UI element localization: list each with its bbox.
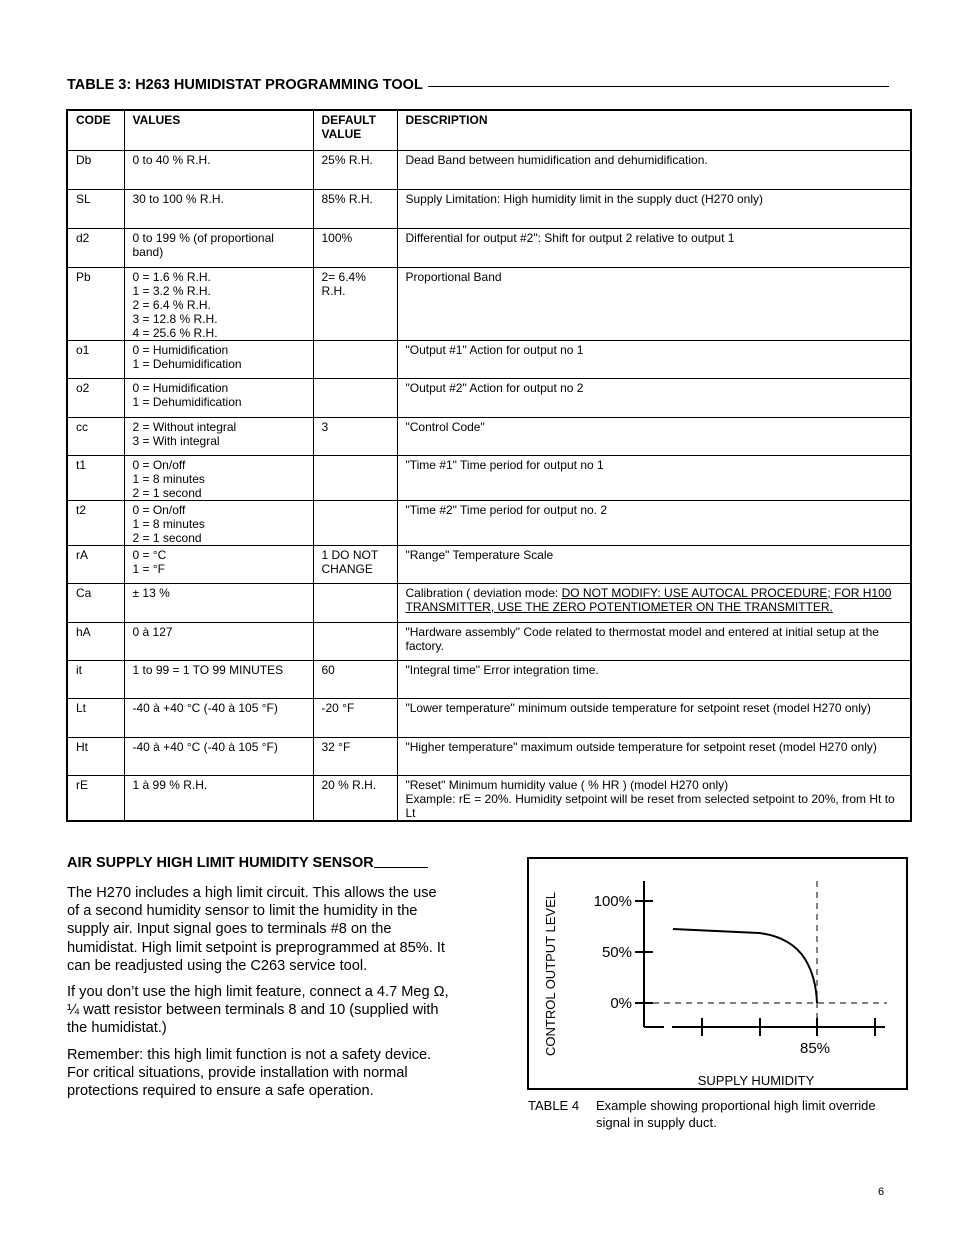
x-marker-label: 85% <box>799 1040 831 1057</box>
cell-default: -20 °F <box>313 698 397 737</box>
cell-default: 60 <box>313 660 397 698</box>
cell-default <box>313 378 397 417</box>
cell-default: 25% R.H. <box>313 150 397 189</box>
cell-description: "Control Code" <box>397 417 911 455</box>
sensor-paragraph: The H270 includes a high limit circuit. This allows the use of a second humidity sensor to limit the humidity in the supply air. Input signal goes to terminals #8 on the humidistat. High limit setpoint is preprogrammed at 85%. It can be readjusted using the C263 service tool. <box>67 885 445 974</box>
cell-default: 20 % R.H. <box>313 775 397 821</box>
table-row <box>67 228 911 267</box>
table-row <box>67 775 911 821</box>
caption-text: Example showing proportional high limit override signal in supply duct. <box>596 1098 876 1130</box>
cell-values: ± 13 % <box>124 583 313 622</box>
cell-default: 32 °F <box>313 737 397 775</box>
page-number: 6 <box>878 1186 885 1198</box>
cell-values: 0 = On/off 1 = 8 minutes 2 = 1 second <box>124 500 313 545</box>
cell-description: "Time #1" Time period for output no 1 <box>397 455 911 500</box>
sensor-heading-text: AIR SUPPLY HIGH LIMIT HUMIDITY SENSOR <box>67 855 374 871</box>
header-default: DEFAULT VALUE <box>313 110 397 150</box>
cell-values: 0 to 40 % R.H. <box>124 150 313 189</box>
warning-text: DO NOT MODIFY: USE AUTOCAL PROCEDURE; FOR H100 TRANSMITTER, USE THE ZERO POTENTIOMETER ON THE TRANSMITTER. <box>405 585 892 614</box>
cell-code: Ca <box>67 583 124 622</box>
cell-description: "Output #1" Action for output no 1 <box>397 340 911 378</box>
cell-description: Differential for output #2": Shift for output 2 relative to output 1 <box>397 228 911 267</box>
table-row <box>67 583 911 622</box>
cell-default: 85% R.H. <box>313 189 397 228</box>
table-row <box>67 500 911 545</box>
cell-values: -40 à +40 °C (-40 à 105 °F) <box>124 698 313 737</box>
cell-default: 1 DO NOT CHANGE <box>313 545 397 583</box>
sensor-heading <box>67 855 452 871</box>
cell-code: o2 <box>67 378 124 417</box>
header-description: DESCRIPTION <box>397 110 911 150</box>
table-header-row <box>67 110 911 150</box>
table-row <box>67 737 911 775</box>
cell-code: it <box>67 660 124 698</box>
cell-code: Lt <box>67 698 124 737</box>
cell-default <box>313 622 397 660</box>
cell-values: 0 = On/off 1 = 8 minutes 2 = 1 second <box>124 455 313 500</box>
table-row <box>67 417 911 455</box>
cell-description: "Time #2" Time period for output no. 2 <box>397 500 911 545</box>
programming-table <box>66 109 912 822</box>
cell-description: Dead Band between humidification and dehumidification. <box>397 150 911 189</box>
cell-description: "Higher temperature" maximum outside temperature for setpoint reset (model H270 only) <box>397 737 911 775</box>
cell-default <box>313 340 397 378</box>
sensor-paragraph: If you don’t use the high limit feature, connect a 4.7 Meg Ω, ¼ watt resistor between terminals 8 and 10 (supplied with the humidistat.) <box>67 984 449 1037</box>
cell-values: -40 à +40 °C (-40 à 105 °F) <box>124 737 313 775</box>
cell-description: "Range" Temperature Scale <box>397 545 911 583</box>
x-axis-label: SUPPLY HUMIDITY <box>697 1073 815 1088</box>
cell-values: 1 to 99 = 1 TO 99 MINUTES <box>124 660 313 698</box>
cell-values: 0 to 199 % (of proportional band) <box>124 228 313 267</box>
table-row <box>67 622 911 660</box>
cell-default <box>313 500 397 545</box>
cell-default <box>313 455 397 500</box>
y-axis-label: CONTROL OUTPUT LEVEL <box>543 892 558 1056</box>
cell-code: Pb <box>67 267 124 340</box>
cell-default <box>313 583 397 622</box>
table-row <box>67 698 911 737</box>
cell-description: "Output #2" Action for output no 2 <box>397 378 911 417</box>
cell-values: 0 = 1.6 % R.H. 1 = 3.2 % R.H. 2 = 6.4 % R.H. 3 = 12.8 % R.H. 4 = 25.6 % R.H. <box>124 267 313 340</box>
table-row <box>67 660 911 698</box>
table-row <box>67 267 911 340</box>
table-row <box>67 455 911 500</box>
y-tick-label: 100% <box>593 893 632 910</box>
cell-code: hA <box>67 622 124 660</box>
cell-code: o1 <box>67 340 124 378</box>
title-rule <box>428 86 889 87</box>
cell-default: 2= 6.4% R.H. <box>313 267 397 340</box>
cell-values: 2 = Without integral 3 = With integral <box>124 417 313 455</box>
cell-default: 3 <box>313 417 397 455</box>
cell-description: "Reset" Minimum humidity value ( % HR ) (model H270 only) Example: rE = 20%. Humidity setpoint will be reset from selected setpoint to 20%, from Ht to Lt <box>397 775 911 821</box>
caption-label: TABLE 4 <box>528 1098 580 1113</box>
table-row <box>67 189 911 228</box>
cell-code: t1 <box>67 455 124 500</box>
header-values: VALUES <box>124 110 313 150</box>
cell-code: t2 <box>67 500 124 545</box>
table-row <box>67 150 911 189</box>
cell-description: "Integral time" Error integration time. <box>397 660 911 698</box>
cell-values: 0 = Humidification 1 = Dehumidification <box>124 340 313 378</box>
sensor-section <box>67 855 452 1108</box>
cell-description: "Hardware assembly" Code related to thermostat model and entered at initial setup at the factory. <box>397 622 911 660</box>
output-curve <box>673 929 817 1003</box>
table-title <box>67 77 889 93</box>
cell-description: "Lower temperature" minimum outside temperature for setpoint reset (model H270 only) <box>397 698 911 737</box>
table-row <box>67 378 911 417</box>
cell-values: 30 to 100 % R.H. <box>124 189 313 228</box>
cell-code: Ht <box>67 737 124 775</box>
cell-code: SL <box>67 189 124 228</box>
cell-values: 0 à 127 <box>124 622 313 660</box>
table-row <box>67 545 911 583</box>
heading-rule <box>374 867 428 868</box>
cell-description: Supply Limitation: High humidity limit in the supply duct (H270 only) <box>397 189 911 228</box>
cell-values: 1 à 99 % R.H. <box>124 775 313 821</box>
cell-code: d2 <box>67 228 124 267</box>
cell-values: 0 = °C 1 = °F <box>124 545 313 583</box>
cell-code: rA <box>67 545 124 583</box>
sensor-paragraph: Remember: this high limit function is not a safety device. For critical situations, provide installation with normal protections required to ensure a safe operation. <box>67 1046 432 1100</box>
y-tick-label: 0% <box>610 995 632 1012</box>
cell-code: Db <box>67 150 124 189</box>
cell-description: Calibration ( deviation mode: DO NOT MODIFY: USE AUTOCAL PROCEDURE; FOR H100 TRANSMITTER, USE THE ZERO POTENTIOMETER ON THE TRANSMITTER. <box>397 583 911 622</box>
cell-code: cc <box>67 417 124 455</box>
cell-code: rE <box>67 775 124 821</box>
cell-values: 0 = Humidification 1 = Dehumidification <box>124 378 313 417</box>
high-limit-chart <box>529 859 910 1092</box>
table-row <box>67 340 911 378</box>
table-title-text: TABLE 3: H263 HUMIDISTAT PROGRAMMING TOOL <box>67 77 423 93</box>
y-tick-label: 50% <box>601 944 632 961</box>
cell-default: 100% <box>313 228 397 267</box>
cell-description: Proportional Band <box>397 267 911 340</box>
header-code: CODE <box>67 110 124 150</box>
figure-box <box>527 857 908 1090</box>
